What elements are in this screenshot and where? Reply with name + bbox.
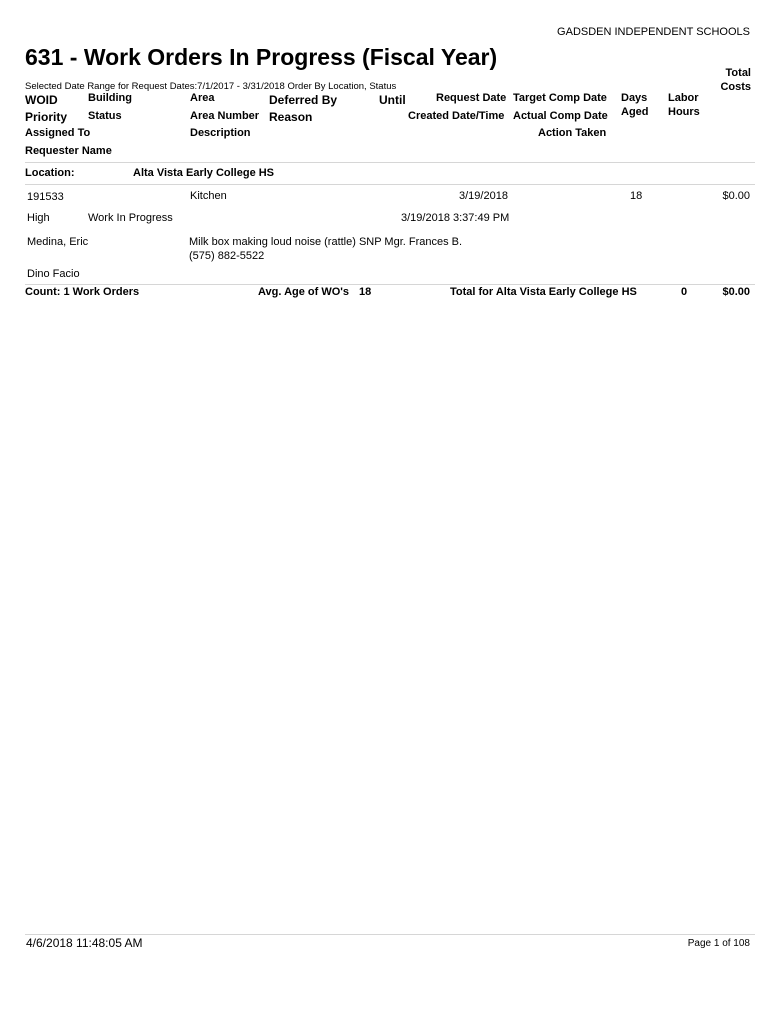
col-total-costs-line1: Total [725,67,751,79]
summary-total-costs: $0.00 [722,286,750,298]
col-days-aged-line2: Aged [621,106,649,118]
col-priority: Priority [25,110,68,124]
wo-days-aged: 18 [630,190,643,202]
col-description: Description [190,127,251,139]
col-target-comp-date: Target Comp Date [513,92,607,104]
col-area-number: Area Number [190,110,260,122]
wo-request-date: 3/19/2018 [459,190,508,202]
wo-assigned-to: Medina, Eric [27,236,89,248]
col-until: Until [379,93,406,107]
summary-total-label: Total for Alta Vista Early College HS [450,286,637,298]
report-title: 631 - Work Orders In Progress (Fiscal Year) [25,44,498,70]
summary-labor-hours: 0 [681,286,688,298]
organization-name: GADSDEN INDEPENDENT SCHOOLS [557,26,750,38]
col-reason: Reason [269,110,313,124]
col-days-aged-line1: Days [621,92,648,104]
summary-avg-age-label: Avg. Age of WO's [258,286,350,298]
location-label: Location: [25,167,75,179]
col-total-costs-line2: Costs [720,81,751,93]
wo-created-datetime: 3/19/2018 3:37:49 PM [401,212,510,224]
wo-requester-name: Dino Facio [27,268,80,280]
col-labor-hours-line1: Labor [668,92,699,104]
wo-status: Work In Progress [88,212,173,224]
col-created-datetime: Created Date/Time [408,110,505,122]
footer-divider [25,934,755,935]
col-area: Area [190,92,215,104]
header-divider [25,162,755,163]
wo-priority: High [27,212,50,224]
col-requester-name: Requester Name [25,145,112,157]
summary-avg-age-value: 18 [359,286,372,298]
wo-area: Kitchen [190,190,227,202]
location-divider [25,184,755,185]
col-status: Status [88,110,122,122]
wo-total-costs: $0.00 [722,190,750,202]
col-action-taken: Action Taken [538,127,607,139]
record-divider [25,284,755,285]
footer-page-number: Page 1 of 108 [687,938,750,949]
wo-description-line2: (575) 882-5522 [189,250,265,262]
summary-count: Count: 1 Work Orders [25,286,140,298]
location-name: Alta Vista Early College HS [133,167,275,179]
footer-printed-at: 4/6/2018 11:48:05 AM [26,936,143,950]
col-labor-hours-line2: Hours [668,106,700,118]
col-deferred-by: Deferred By [269,93,338,107]
col-request-date: Request Date [436,92,507,104]
col-actual-comp-date: Actual Comp Date [513,110,608,122]
selected-date-range: Selected Date Range for Request Dates:7/1/2017 - 3/31/2018 Order By Location, Status [25,81,397,92]
col-building: Building [88,92,132,104]
wo-description-line1: Milk box making loud noise (rattle) SNP Mgr. Frances B. [189,236,463,248]
col-woid: WOID [25,93,58,107]
col-assigned-to: Assigned To [25,127,91,139]
wo-woid: 191533 [27,191,64,203]
